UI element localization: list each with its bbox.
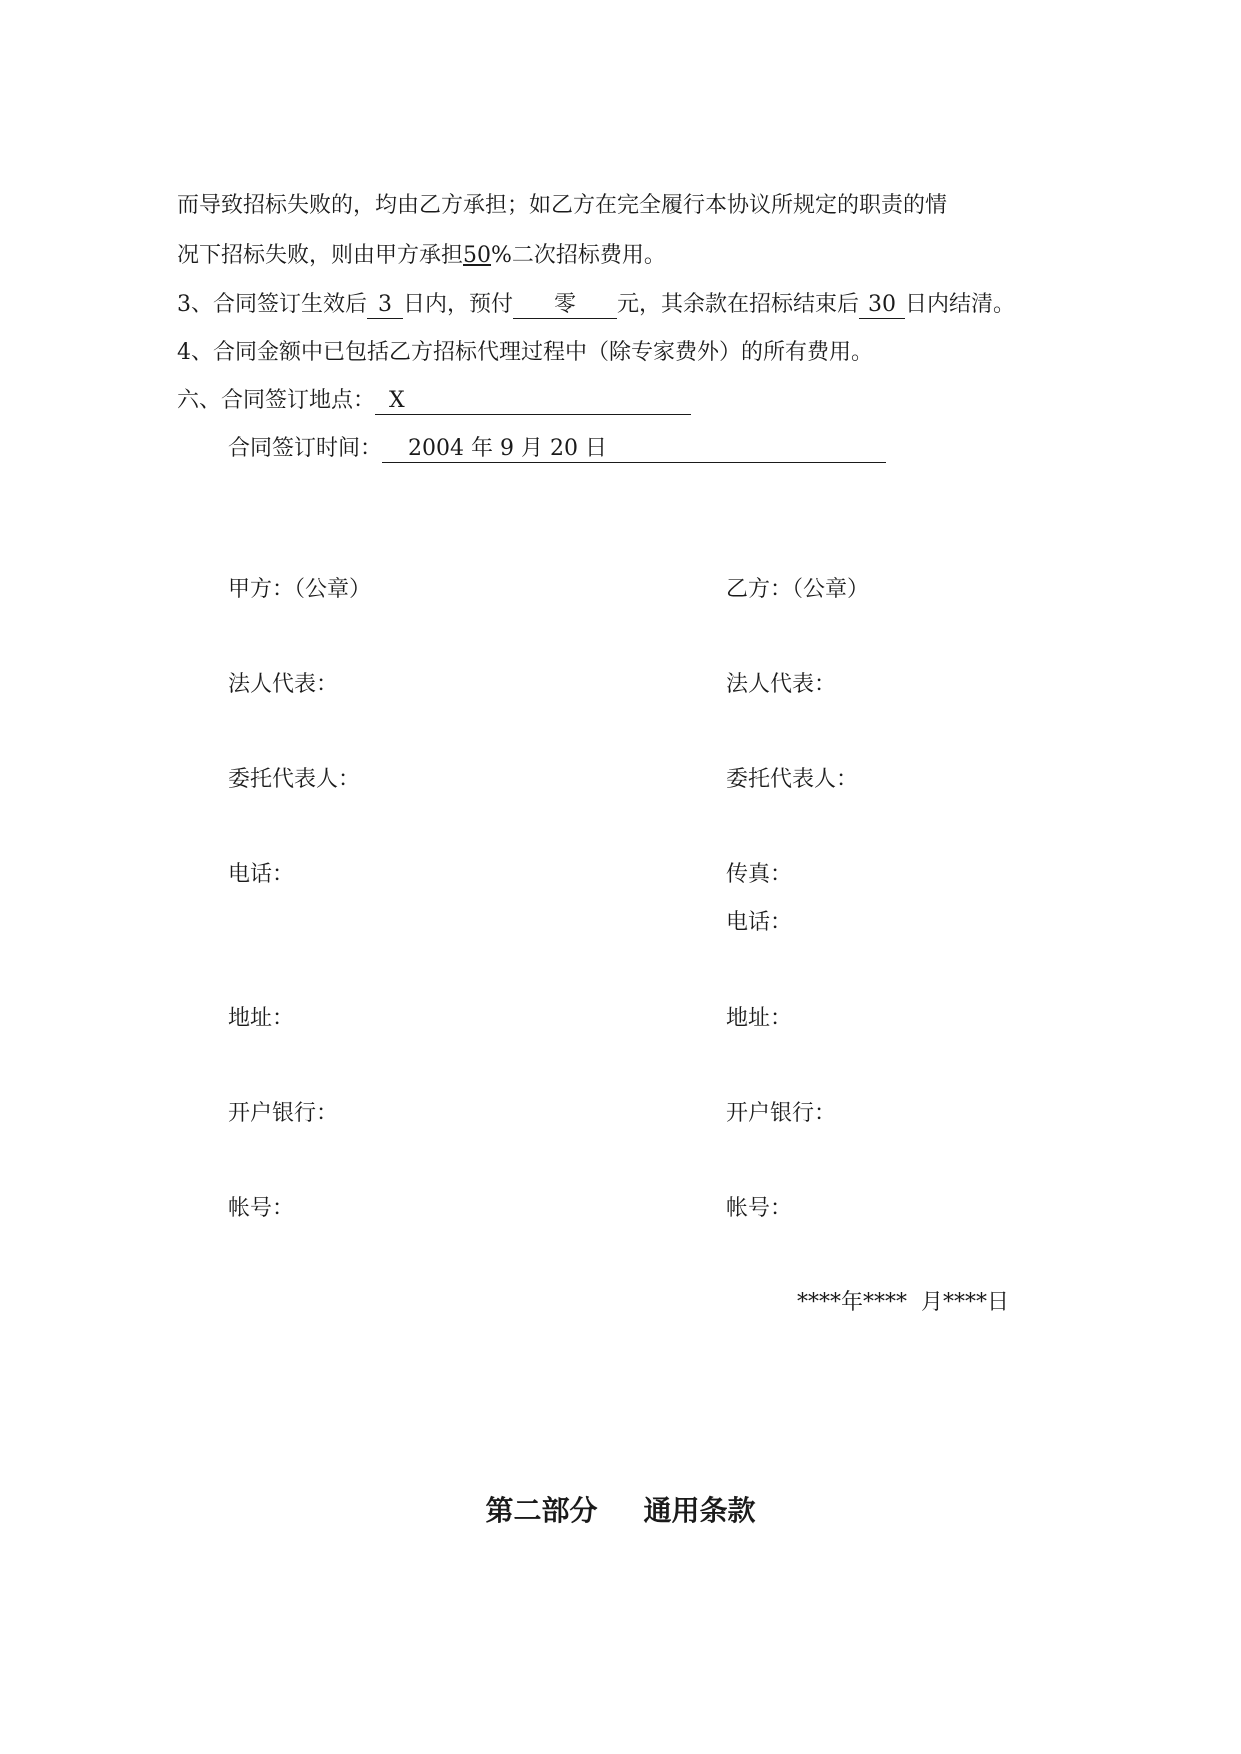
- signing-place: [177, 386, 691, 416]
- clause-text-line-2: 况下招标失败，则由甲方承担50%二次招标费用。: [177, 243, 666, 268]
- party-b-bank: 开户银行：: [726, 1101, 837, 1126]
- signing-time-label: 合同签订时间：: [228, 436, 383, 461]
- party-b-fax: 传真：: [726, 862, 793, 887]
- party-b-agent: 委托代表人：: [726, 767, 859, 792]
- party-b-account: 帐号：: [726, 1196, 793, 1221]
- party-a-legal-rep: 法人代表：: [228, 672, 339, 697]
- signing-place-label: 六、合同签订地点：: [177, 388, 376, 413]
- party-a-bank: 开户银行：: [228, 1101, 339, 1126]
- party-a-phone: 电话：: [228, 862, 295, 887]
- party-b-phone: 电话：: [726, 910, 793, 935]
- party-a-agent: 委托代表人：: [228, 767, 361, 792]
- party-a-address: 地址：: [228, 1006, 295, 1031]
- clause-item-4: 4、合同金额中已包括乙方招标代理过程中（除专家费外）的所有费用。: [177, 340, 873, 365]
- party-b-legal-rep: 法人代表：: [726, 672, 837, 697]
- party-b-seal: 乙方：（公章）: [726, 577, 870, 602]
- percent-value: 50: [463, 243, 492, 268]
- days-blank: 3: [367, 292, 403, 319]
- party-a-seal: 甲方：（公章）: [228, 577, 372, 602]
- party-b-address: 地址：: [726, 1006, 793, 1031]
- clause-item-3: 3、合同签订生效后 3 日内，预付 零 元，其余款在招标结束后 30 日内结清。: [177, 292, 1016, 317]
- signing-time-value: 2004 年 9 月 20 日: [382, 436, 886, 463]
- party-a-account: 帐号：: [228, 1196, 295, 1221]
- settlement-days-blank: 30: [859, 292, 905, 319]
- signing-time: [228, 434, 886, 464]
- part-two-title: [0, 1489, 1241, 1529]
- prepayment-blank: 零: [513, 292, 617, 319]
- signature-date: ****年**** 月****日: [797, 1290, 1009, 1315]
- part-two-label: 第二部分: [485, 1494, 598, 1527]
- signing-place-value: X: [375, 388, 691, 415]
- clause-text-line-1: 而导致招标失败的，均由乙方承担；如乙方在完全履行本协议所规定的职责的情: [177, 193, 948, 218]
- general-terms-label: 通用条款: [643, 1494, 756, 1527]
